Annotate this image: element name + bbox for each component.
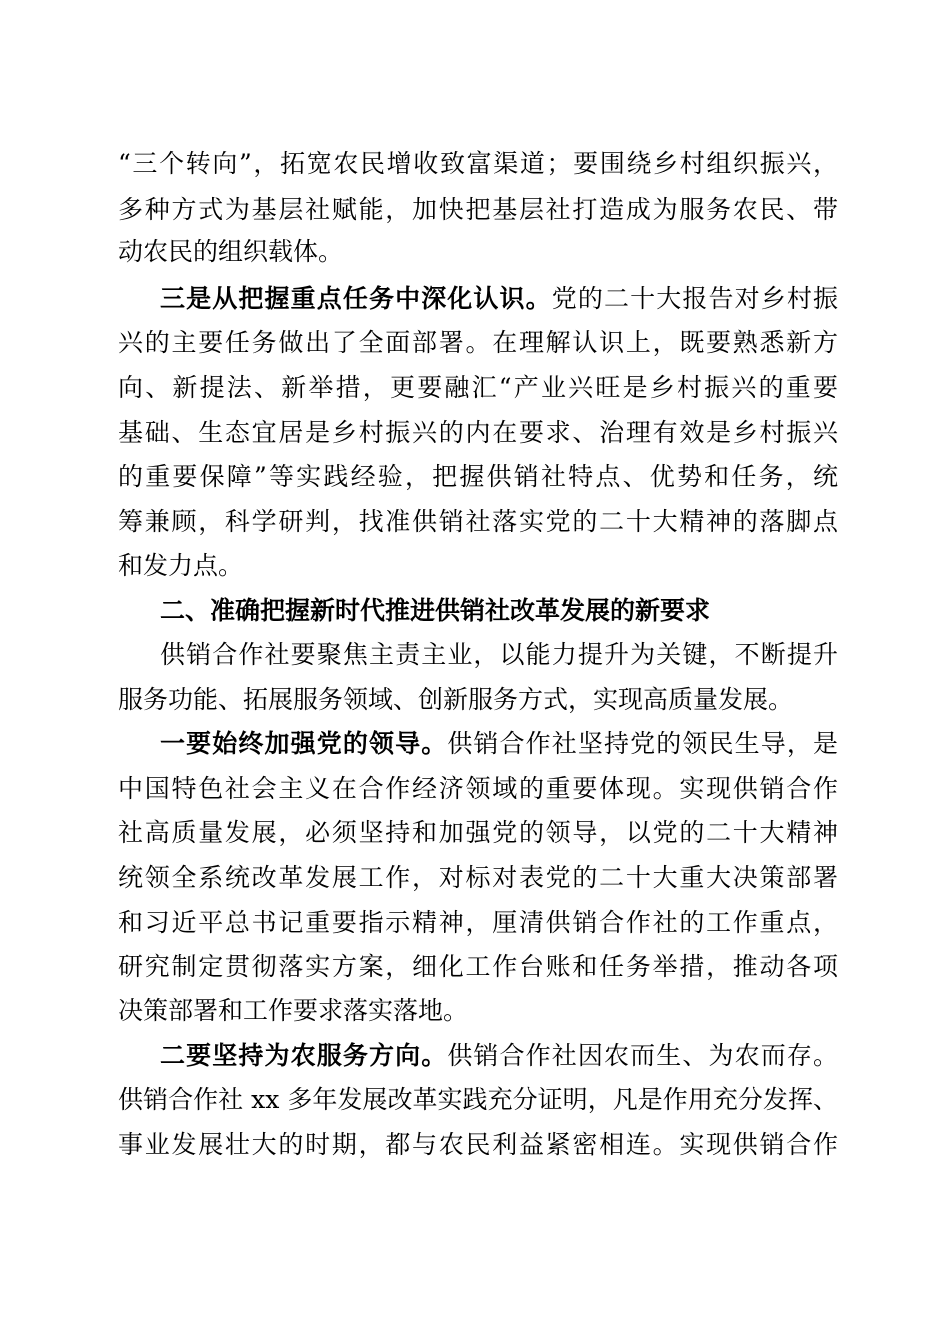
paragraph-4-line-3: 社高质量发展，必须坚持和加强党的领导，以党的二十大精神 xyxy=(118,818,838,847)
paragraph-2-line-5: 的重要保障”等实践经验，把握供销社特点、优势和任务，统 xyxy=(118,462,838,491)
paragraph-2-line-7: 和发力点。 xyxy=(118,551,244,580)
paragraph-4-line-6: 研究制定贯彻落实方案，细化工作台账和任务举措，推动各项 xyxy=(118,952,838,981)
paragraph-2-line-6: 筹兼顾，科学研判，找准供销社落实党的二十大精神的落脚点 xyxy=(118,507,838,536)
paragraph-3-line-2: 服务功能、拓展服务领域、创新服务方式，实现高质量发展。 xyxy=(118,685,794,714)
paragraph-4-line-7: 决策部署和工作要求落实落地。 xyxy=(118,996,469,1025)
paragraph-5-line-2: 供销合作社 xx 多年发展改革实践充分证明，凡是作用充分发挥、 xyxy=(118,1085,838,1114)
paragraph-5-line-1 xyxy=(160,1033,838,1079)
paragraph-4-line-5: 和习近平总书记重要指示精神，厘清供销合作社的工作重点， xyxy=(118,908,838,937)
paragraph-4-line-4: 统领全系统改革发展工作，对标对表党的二十大重大决策部署 xyxy=(118,863,838,892)
paragraph-3-line-1: 供销合作社要聚焦主责主业，以能力提升为关键，不断提升 xyxy=(160,640,838,669)
paragraph-1-line-3: 动农民的组织载体。 xyxy=(118,237,344,266)
paragraph-2-line-2: 兴的主要任务做出了全面部署。在理解认识上，既要熟悉新方 xyxy=(118,328,838,357)
paragraph-2-line-4: 基础、生态宜居是乡村振兴的内在要求、治理有效是乡村振兴 xyxy=(118,418,838,447)
paragraph-1-line-1: “三个转向”，拓宽农民增收致富渠道；要围绕乡村组织振兴， xyxy=(118,149,838,178)
paragraph-4-line-1-rest: 供销合作社坚持党的领民生导，是 xyxy=(447,729,838,758)
paragraph-4-lead: 一要始终加强党的领导。 xyxy=(160,729,448,758)
paragraph-4-line-1 xyxy=(160,721,838,767)
paragraph-5-lead: 二要坚持为农服务方向。 xyxy=(160,1041,448,1070)
paragraph-2-line-1 xyxy=(160,276,838,322)
paragraph-2-lead: 三是从把握重点任务中深化认识。 xyxy=(160,284,552,313)
paragraph-4-line-2: 中国特色社会主义在合作经济领域的重要体现。实现供销合作 xyxy=(118,774,838,803)
paragraph-5-line-3: 事业发展壮大的时期，都与农民利益紧密相连。实现供销合作 xyxy=(118,1130,838,1159)
section-heading: 二、准确把握新时代推进供销社改革发展的新要求 xyxy=(160,596,711,625)
paragraph-2-line-3: 向、新提法、新举措，更要融汇“产业兴旺是乡村振兴的重要 xyxy=(118,373,838,402)
paragraph-2-line-1-rest: 党的二十大报告对乡村振 xyxy=(551,284,838,313)
paragraph-1-line-2: 多种方式为基层社赋能，加快把基层社打造成为服务农民、带 xyxy=(118,195,838,224)
paragraph-5-line-1-rest: 供销合作社因农而生、为农而存。 xyxy=(447,1041,838,1070)
